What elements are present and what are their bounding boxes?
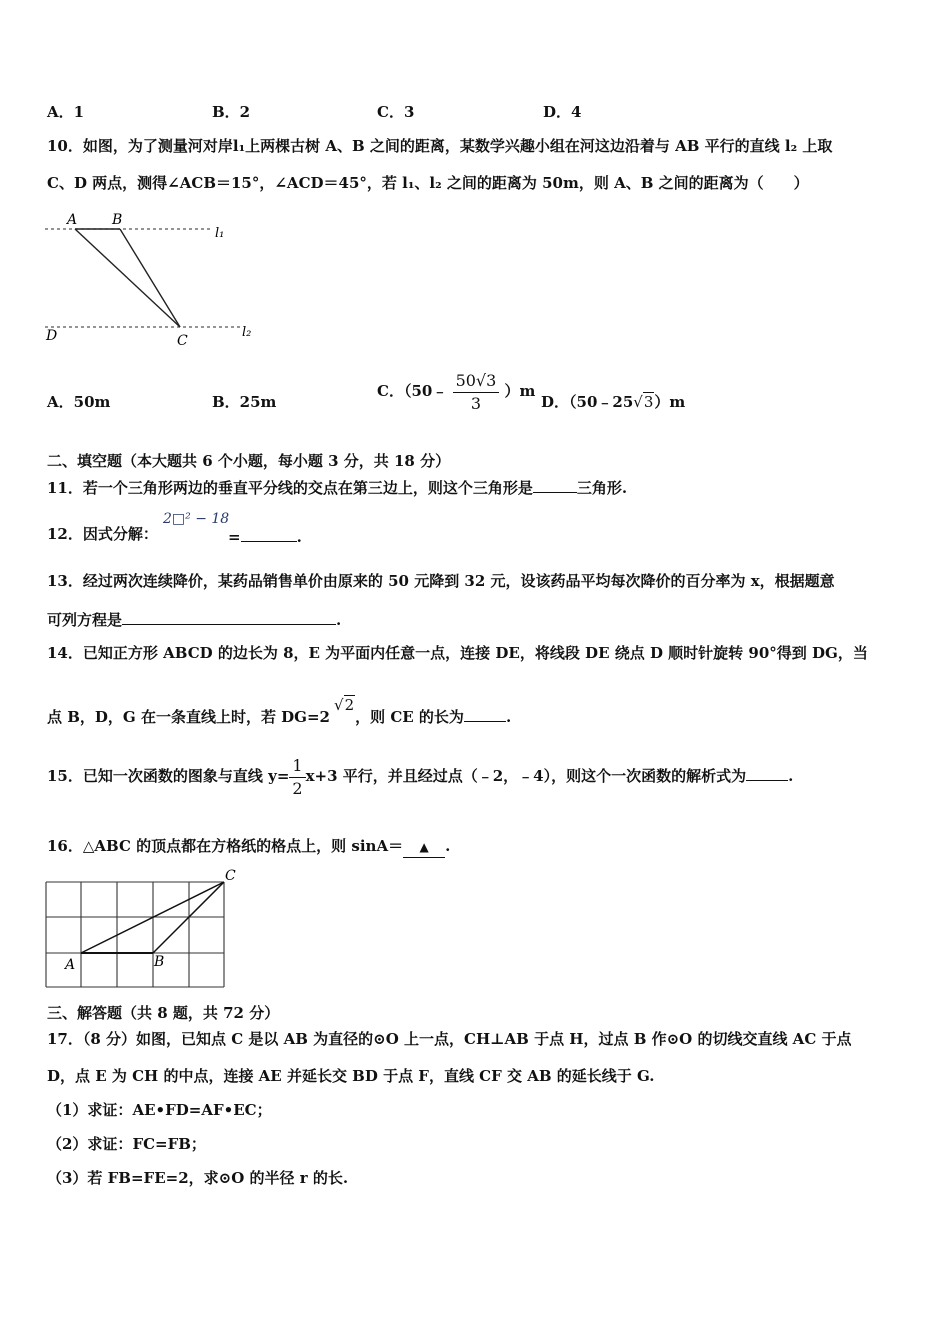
q14-blank [464, 705, 506, 722]
q11-text: 11．若一个三角形两边的垂直平分线的交点在第三边上，则这个三角形是 [47, 479, 533, 497]
q9-option-d: D．4 [543, 103, 582, 121]
label-c: C [177, 333, 188, 349]
fraction-denominator: 3 [470, 393, 482, 413]
q17-part1: （1）求证：AE•FD=AF•EC； [47, 1101, 272, 1119]
q10-option-b: B．25m [212, 393, 277, 411]
q9-option-a: A．1 [47, 103, 85, 121]
q10-option-c-fraction [453, 370, 500, 415]
q15-fraction [289, 755, 305, 800]
q13-end: . [336, 611, 342, 629]
q17-text-line1: 17．（8 分）如图，已知点 C 是以 AB 为直径的⊙O 上一点，CH⊥AB 于点 H，过点 B 作⊙O 的切线交直线 AC 于点 [47, 1030, 852, 1048]
q12-expression-image: 2□² − 18 [163, 511, 230, 527]
q12-equals: = [228, 528, 241, 546]
q10-option-a: A．50m [47, 393, 111, 411]
section-3-heading: 三、解答题（共 8 题，共 72 分） [47, 1004, 280, 1022]
q10-text-line2: C、D 两点，测得∠ACB＝15°，∠ACD＝45°，若 l₁、l₂ 之间的距离为 50m，则 A、B 之间的距离为（ ） [47, 174, 809, 192]
label-l1: l₁ [215, 226, 225, 241]
label-a: A [65, 957, 76, 973]
q13-text-line1: 13．经过两次连续降价，某药品销售单价由原来的 50 元降到 32 元，设该药品平均每次降价的百分率为 x，根据题意 [47, 572, 835, 590]
q14-text-mid: ，则 CE 的长为 [355, 708, 464, 726]
q10-option-d-root: 3 [643, 393, 654, 411]
q14-line2 [47, 696, 512, 727]
q16-answer-blank: ▲ [403, 837, 445, 858]
q16 [47, 836, 450, 858]
q12-answer [228, 525, 302, 547]
label-b: B [112, 212, 123, 228]
label-l2: l₂ [242, 325, 252, 340]
q10-option-c-suffix: ）m [504, 382, 536, 400]
q10-option-d [541, 392, 685, 412]
q16-end: . [445, 837, 451, 855]
q15-text-post: x+3 平行，并且经过点（﹣2，﹣4），则这个一次函数的解析式为 [305, 767, 747, 785]
q16-text: 16．△ABC 的顶点都在方格纸的格点上，则 sinA＝ [47, 837, 404, 855]
q14-end: . [505, 708, 512, 726]
q11-text-end: 三角形. [576, 479, 628, 497]
label-b: B [154, 954, 165, 970]
label-d: D [46, 328, 58, 344]
q12 [47, 524, 158, 544]
fraction-denominator: 2 [292, 778, 303, 798]
q10-option-c [377, 368, 535, 415]
q10-figure [40, 205, 270, 350]
q15 [47, 753, 793, 800]
q15-end: . [788, 767, 794, 785]
q13-line2 [47, 608, 341, 630]
q12-text: 12．因式分解： [47, 525, 158, 543]
q11 [47, 476, 627, 498]
q14-text: 点 B，D，G 在一条直线上时，若 DG=2 [47, 708, 330, 726]
q17-part3: （3）若 FB=FE=2，求⊙O 的半径 r 的长. [47, 1169, 349, 1187]
q15-text: 15．已知一次函数的图象与直线 y= [47, 767, 290, 785]
q11-blank [533, 476, 577, 493]
label-c: C [225, 868, 236, 884]
sqrt-icon: √3 [633, 393, 654, 411]
segment-ac [75, 229, 180, 327]
q13-blank [122, 608, 336, 625]
q13-text: 可列方程是 [47, 611, 123, 629]
q15-blank [746, 764, 788, 781]
q14-root: 2 [344, 696, 355, 714]
q16-grid-figure [40, 865, 250, 993]
q17-part2: （2）求证：FC=FB； [47, 1135, 206, 1153]
fraction-numerator: 50√3 [453, 370, 500, 393]
q9-option-b: B．2 [212, 103, 251, 121]
sqrt-icon: √2 [334, 696, 355, 714]
fraction-numerator: 1 [289, 755, 305, 778]
q10-option-d-suffix: ）m [654, 393, 686, 411]
q10-text-line1: 10．如图，为了测量河对岸l₁上两棵古树 A、B 之间的距离，某数学兴趣小组在河这边沿着与 AB 平行的直线 l₂ 上取 [47, 137, 833, 155]
q9-option-c: C．3 [377, 103, 415, 121]
section-2-heading: 二、填空题（本大题共 6 个小题，每小题 3 分，共 18 分） [47, 452, 451, 470]
q17-text-line2: D，点 E 为 CH 的中点，连接 AE 并延长交 BD 于点 F，直线 CF 交 AB 的延长线于 G. [47, 1067, 655, 1085]
q10-option-c-prefix: C．（50﹣ [377, 382, 448, 400]
q14-text-line1: 14．已知正方形 ABCD 的边长为 8，E 为平面内任意一点，连接 DE，将线段 DE 绕点 D 顺时针旋转 90°得到 DG，当 [47, 644, 868, 662]
q12-blank [241, 525, 297, 542]
q12-end: . [296, 528, 302, 546]
segment-bc [120, 229, 180, 327]
label-a: A [67, 212, 78, 228]
q10-option-d-prefix: D．（50﹣25 [541, 393, 634, 411]
